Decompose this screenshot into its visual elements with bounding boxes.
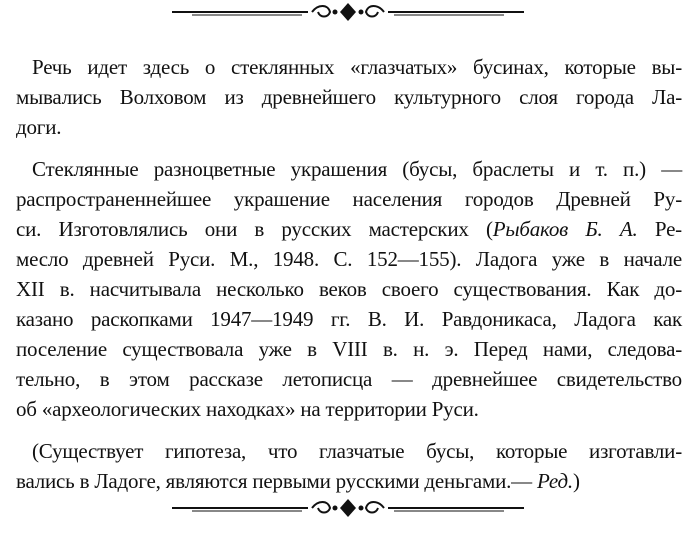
text-line-with-citation — [16, 214, 682, 244]
text-segment: вались в Ладоге, являются первыми русскими деньгами.— — [16, 469, 538, 493]
citation-author: Рыбаков Б. А. — [492, 217, 638, 241]
text-line: доги. — [16, 115, 62, 139]
editor-mark: Ред. — [537, 469, 573, 493]
article-text — [16, 52, 682, 508]
text-line-with-editor-mark — [16, 466, 682, 496]
paragraph-1 — [16, 52, 682, 142]
text-line: казано раскопками 1947—1949 гг. В. И. Равдоникаса, Ладога как — [16, 307, 682, 331]
top-ornament — [172, 0, 524, 24]
text-line: Речь идет здесь о стеклянных «глазчатых» бусинах, которые вы- — [32, 55, 682, 79]
paragraph-3-editor-note — [16, 436, 682, 496]
text-line: тельно, в этом рассказе летописца — древнейшее свидетельство — [16, 367, 682, 391]
text-segment: си. Изготовлялись они в русских мастерских ( — [16, 217, 493, 241]
text-segment: ) — [572, 469, 580, 493]
text-line: об «археологических находках» на территории Руси. — [16, 397, 479, 421]
text-line: XII в. насчитывала несколько веков своего существования. Как до- — [16, 277, 682, 301]
ornament-divider-icon — [172, 0, 524, 24]
text-line: поселение существовала уже в VIII в. н. э. Перед нами, следова- — [16, 337, 682, 361]
text-line: Стеклянные разноцветные украшения (бусы, браслеты и т. п.) — — [32, 157, 682, 181]
bottom-ornament — [172, 496, 524, 520]
text-line: месло древней Руси. М., 1948. С. 152—155). Ладога уже в начале — [16, 247, 682, 271]
text-line: распространеннейшее украшение населения городов Древней Ру- — [16, 187, 682, 211]
text-line: мывались Волховом из древнейшего культурного слоя города Ла- — [16, 85, 682, 109]
ornament-divider-icon — [172, 496, 524, 520]
text-segment: Ре- — [637, 217, 682, 241]
text-line: (Существует гипотеза, что глазчатые бусы, которые изготавли- — [32, 439, 682, 463]
paragraph-2 — [16, 154, 682, 424]
